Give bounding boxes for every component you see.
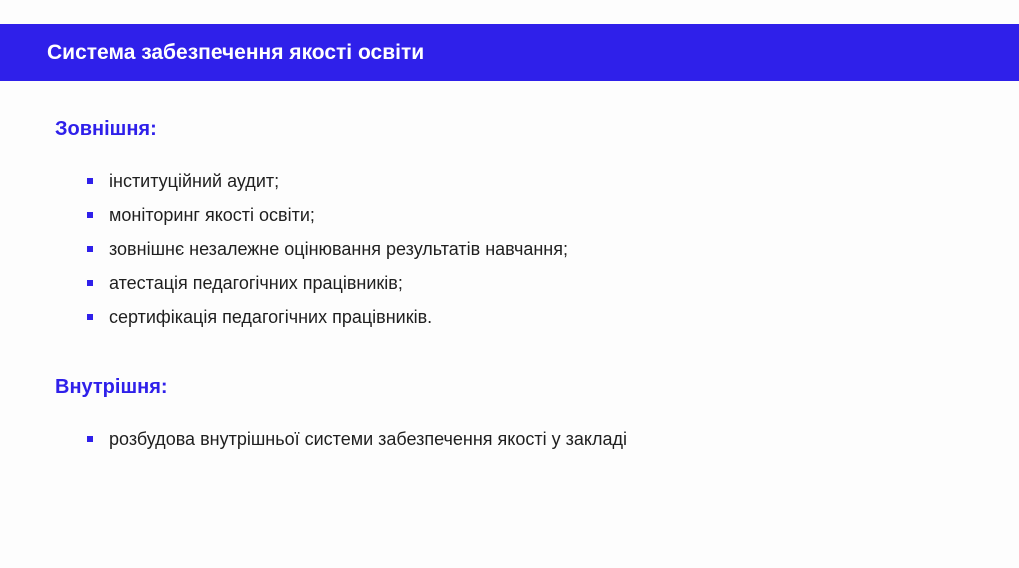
list-item-text: зовнішнє незалежне оцінювання результатів навчання; [109, 239, 568, 259]
section-heading-external: Зовнішня: [55, 118, 157, 140]
slide-title: Система забезпечення якості освіти [47, 41, 425, 64]
list-item-text: сертифікація педагогічних працівників. [109, 307, 433, 327]
section-heading-internal: Внутрішня: [55, 376, 168, 398]
list-item [87, 169, 669, 193]
square-bullet-icon [87, 212, 93, 218]
square-bullet-icon [87, 246, 93, 252]
title-bar [0, 24, 1019, 81]
square-bullet-icon [87, 280, 93, 286]
list-item-text: атестація педагогічних працівників; [109, 273, 403, 293]
square-bullet-icon [87, 314, 93, 320]
list-item-text: розбудова внутрішньої системи забезпечення якості у закладі [109, 429, 627, 449]
list-item [87, 237, 669, 261]
list-item-text: інституційний аудит; [109, 171, 280, 191]
bullet-list-external [87, 169, 669, 339]
list-item [87, 271, 669, 295]
bullet-list-internal [87, 426, 669, 463]
list-item [87, 203, 669, 227]
list-item-text: моніторинг якості освіти; [109, 205, 315, 225]
list-item [87, 426, 669, 453]
square-bullet-icon [87, 178, 93, 184]
list-item [87, 305, 669, 329]
square-bullet-icon [87, 436, 93, 442]
